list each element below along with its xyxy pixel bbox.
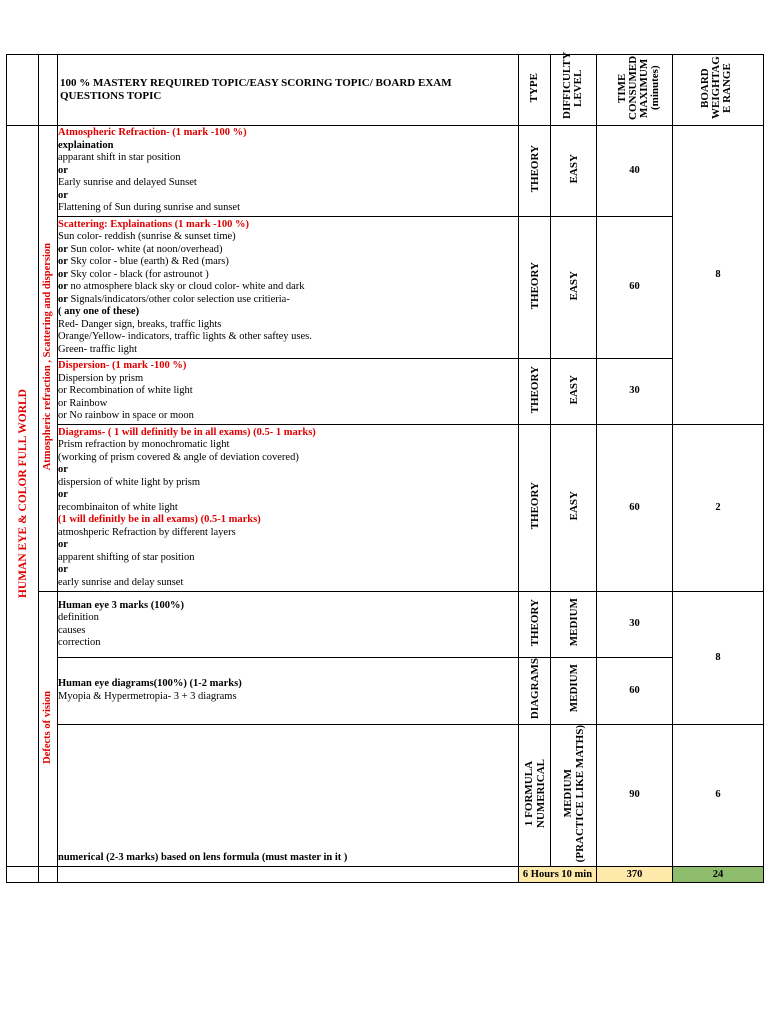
time-cell: 40 bbox=[597, 126, 673, 217]
totals-blank-cell bbox=[39, 867, 58, 883]
board-weightage-cell: 6 bbox=[673, 724, 764, 867]
difficulty-cell: EASY bbox=[551, 126, 597, 217]
time-cell: 90 bbox=[597, 724, 673, 867]
difficulty-cell: MEDIUM bbox=[551, 658, 597, 725]
topic-line: apparent shifting of star position bbox=[58, 551, 195, 563]
topic-cell bbox=[58, 592, 519, 658]
topic-heading: Human eye 3 marks (100%) bbox=[58, 599, 184, 611]
topic-heading: Dispersion- (1 mark -100 %) bbox=[58, 360, 187, 372]
topic-cell bbox=[58, 658, 519, 725]
type-cell: THEORY bbox=[519, 126, 551, 217]
topic-line: dispersion of white light by prism bbox=[58, 476, 201, 488]
table-row bbox=[7, 658, 764, 725]
type-line: 1 FORMULA bbox=[522, 760, 535, 826]
table-row bbox=[7, 724, 764, 867]
topic-line: Green- traffic light bbox=[58, 343, 138, 355]
topic-line: ( any one of these) bbox=[58, 306, 140, 318]
chapter-label: HUMAN EYE & COLOR FULL WORLD bbox=[16, 389, 29, 599]
topic-heading: numerical (2-3 marks) based on lens formula (must master in it ) bbox=[58, 851, 348, 863]
topic-line: or Recombination of white light bbox=[58, 385, 193, 397]
difficulty-cell: MEDIUM bbox=[551, 592, 597, 658]
difficulty-cell: EASY bbox=[551, 217, 597, 359]
header-blank-cell bbox=[39, 55, 58, 126]
topic-subheading: (1 will definitly be in all exams) (0.5-1 marks) bbox=[58, 514, 261, 526]
topic-heading: Human eye diagrams(100%) (1-2 marks) bbox=[58, 678, 242, 690]
section-label-defects: Defects of vision bbox=[42, 690, 53, 764]
section-label-cell bbox=[39, 126, 58, 592]
type-cell: THEORY bbox=[519, 592, 551, 658]
total-minutes: 370 bbox=[597, 867, 673, 883]
topic-line: Prism refraction by monochromatic light bbox=[58, 439, 230, 451]
difficulty-line: MEDIUM bbox=[561, 769, 574, 818]
topic-heading: Scattering: Explainations (1 mark -100 %) bbox=[58, 218, 250, 230]
topic-line: recombinaiton of white light bbox=[58, 501, 178, 513]
topic-cell bbox=[58, 126, 519, 217]
type-line: NUMERICAL bbox=[534, 758, 547, 828]
type-cell: THEORY bbox=[519, 425, 551, 592]
topic-line: Myopia & Hypermetropia- 3 + 3 diagrams bbox=[58, 690, 237, 702]
section-label-atmospheric: Atmospheric refraction , Scattering and dispersion bbox=[42, 242, 53, 470]
total-time-text: 6 Hours 10 min bbox=[519, 867, 597, 883]
syllabus-table bbox=[6, 51, 764, 883]
topic-line: or Signals/indicators/other color selection use critieria- bbox=[58, 293, 290, 305]
topic-line: (working of prism covered & angle of deviation covered) bbox=[58, 451, 299, 463]
topic-cell bbox=[58, 425, 519, 592]
topic-line: or Rainbow bbox=[58, 397, 108, 409]
topic-heading: Atmospheric Refraction- (1 mark -100 %) bbox=[58, 127, 247, 139]
table-row bbox=[7, 126, 764, 217]
topic-line: Early sunrise and delayed Sunset bbox=[58, 177, 197, 189]
topic-line: explaination bbox=[58, 139, 114, 151]
header-blank-cell bbox=[7, 55, 39, 126]
difficulty-cell: EASY bbox=[551, 425, 597, 592]
type-cell: DIAGRAMS bbox=[519, 658, 551, 725]
header-type: TYPE bbox=[519, 55, 551, 126]
header-title: 100 % MASTERY REQUIRED TOPIC/EASY SCORING TOPIC/ BOARD EXAM QUESTIONS TOPIC bbox=[58, 55, 519, 126]
time-cell: 30 bbox=[597, 359, 673, 425]
topic-line: or no atmosphere black sky or cloud color- white and dark bbox=[58, 281, 305, 293]
board-weightage-cell: 8 bbox=[673, 592, 764, 725]
topic-line: Red- Danger sign, breaks, traffic lights bbox=[58, 318, 222, 330]
totals-row bbox=[7, 867, 764, 883]
type-cell: THEORY bbox=[519, 217, 551, 359]
topic-line: Flattening of Sun during sunrise and sunset bbox=[58, 202, 240, 214]
total-board-weightage: 24 bbox=[673, 867, 764, 883]
totals-blank-cell bbox=[7, 867, 39, 883]
time-cell: 30 bbox=[597, 592, 673, 658]
type-cell: THEORY bbox=[519, 359, 551, 425]
topic-line: or bbox=[58, 564, 68, 576]
topic-line: or Sun color- white (at noon/overhead) bbox=[58, 243, 223, 255]
topic-cell bbox=[58, 217, 519, 359]
difficulty-cell: EASY bbox=[551, 359, 597, 425]
totals-blank-cell bbox=[58, 867, 519, 883]
topic-line: Sun color- reddish (sunrise & sunset time) bbox=[58, 231, 236, 243]
table-row bbox=[7, 217, 764, 359]
time-cell: 60 bbox=[597, 425, 673, 592]
topic-line: or bbox=[58, 164, 68, 176]
board-weightage-cell: 8 bbox=[673, 126, 764, 425]
table-row bbox=[7, 592, 764, 658]
topic-line: definition bbox=[58, 612, 99, 623]
topic-line: or Sky color - blue (earth) & Red (mars) bbox=[58, 256, 229, 268]
topic-heading: Diagrams- ( 1 will definitly be in all exams) (0.5- 1 marks) bbox=[58, 426, 316, 438]
topic-line: Dispersion by prism bbox=[58, 372, 144, 384]
section-label-cell bbox=[39, 592, 58, 867]
topic-line: atmoshperic Refraction by different layers bbox=[58, 526, 236, 538]
header-board: BOARD WEIGHTAG E RANGE bbox=[673, 55, 764, 126]
topic-line: or bbox=[58, 189, 68, 201]
header-time-unit: (minutes) bbox=[648, 65, 661, 111]
topic-cell bbox=[58, 359, 519, 425]
topic-cell bbox=[58, 724, 519, 867]
topic-line: or No rainbow in space or moon bbox=[58, 410, 194, 422]
topic-line: or Sky color - black (for astrounot ) bbox=[58, 268, 209, 280]
table-row bbox=[7, 425, 764, 592]
board-weightage-cell: 2 bbox=[673, 425, 764, 592]
difficulty-line: (PRACTICE LIKE MATHS) bbox=[573, 724, 586, 862]
topic-line: or bbox=[58, 539, 68, 551]
topic-line: correction bbox=[58, 637, 101, 648]
topic-line: Orange/Yellow- indicators, traffic lights & other saftey uses. bbox=[58, 331, 312, 343]
header-time-label: TIME CONSUMED MAXIMUM bbox=[615, 55, 650, 120]
type-cell bbox=[519, 724, 551, 867]
table-row bbox=[7, 359, 764, 425]
difficulty-cell bbox=[551, 724, 597, 867]
header-row bbox=[7, 55, 764, 126]
time-cell: 60 bbox=[597, 658, 673, 725]
topic-line: early sunrise and delay sunset bbox=[58, 576, 184, 588]
topic-line: causes bbox=[58, 624, 86, 636]
topic-line: or bbox=[58, 464, 68, 476]
chapter-label-cell bbox=[7, 126, 39, 867]
header-time bbox=[597, 55, 673, 126]
time-cell: 60 bbox=[597, 217, 673, 359]
header-difficulty: DIFFICULTY LEVEL bbox=[551, 55, 597, 126]
topic-line: apparant shift in star position bbox=[58, 152, 181, 164]
topic-line: or bbox=[58, 489, 68, 501]
